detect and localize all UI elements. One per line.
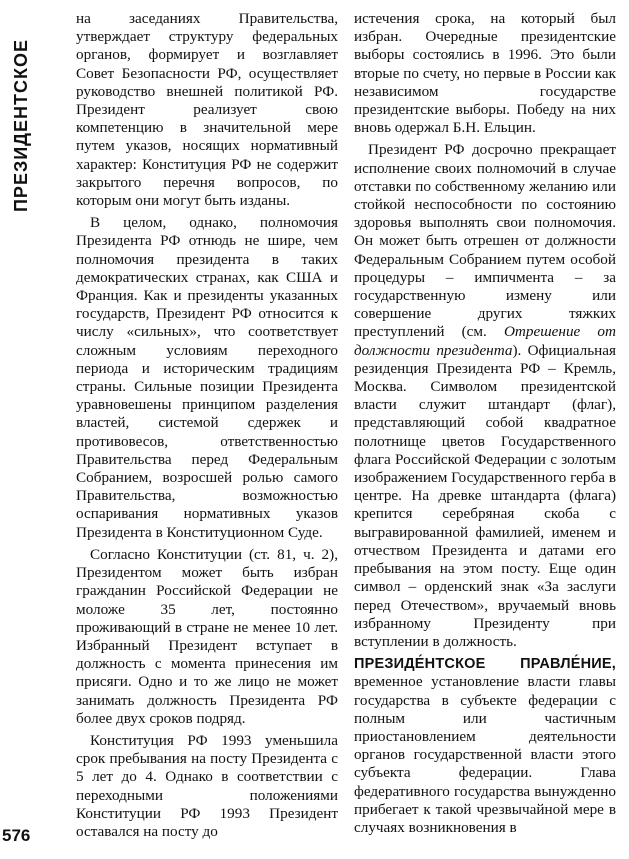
cross-reference: Отрешение от должности президента: [354, 323, 616, 359]
paragraph: [354, 141, 616, 651]
paragraph-text: ). Официальная резиденция Президента РФ – Кремль, Москва. Символом президентской власти служит штандарт (флаг), представляющий собой квадратное полотнище цветов Государственного флага Российской Федерации с золотым изображением Государственного герба в центре. На древке штандарта (флага) крепится серебряная скоба с выгравированной фамилией, именем и отчеством Президента и датами его пребывания на этом посту. Еще один символ – орденский знак «За заслуги перед Отечеством», вручаемый вновь избранному Президенту при вступлении в должность.: [354, 341, 616, 650]
right-column: [354, 10, 616, 837]
left-column: [76, 10, 338, 841]
paragraph: В целом, однако, полномочия Президента РФ отнюдь не шире, чем полномочия президента в таких демократических странах, как США и Франция. Как и президенты указанных государств, Президент РФ относится к числу «сильных», что соответствует сложным условиям переходного периода и историческим традициям страны. Сильные позиции Президента уравновешены принципом разделения властей, системой сдержек и противовесов, ответственностью Правительства перед Федеральным Собранием, возросшей ролью самого Правительства, возможностью оспаривания нормативных указов Президента в Конституционном Суде.: [76, 214, 338, 541]
entry-headword: ПРЕЗИДЕ́НТСКОЕ ПРАВЛЕ́НИЕ,: [354, 656, 616, 673]
paragraph: Согласно Конституции (ст. 81, ч. 2), Президентом может быть избран гражданин Российской Федерации не моложе 35 лет, постоянно проживающий в стране не менее 10 лет. Избранный Президент вступает в должность с момента принесения им присяги. Одно и то же лицо не может занимать должность Президента РФ более двух сроков подряд.: [76, 545, 338, 727]
paragraph-text: Президент РФ досрочно прекращает исполнение своих полномочий в случае отставки по собственному желанию или стойкой неспособности по состоянию здоровья выполнять свои полномочия. Он может быть отрешен от должности Федеральным Собранием путем особой процедуры – импичмента – за государственную измену или совершение других тяжких преступлений (см.: [354, 141, 616, 341]
dictionary-entry: [354, 655, 616, 837]
running-header: [10, 12, 32, 212]
page-number: 576: [2, 826, 31, 845]
paragraph: Конституция РФ 1993 уменьшила срок пребывания на посту Президента с 5 лет до 4. Однако в соответствии с переходными положениями Конституции РФ 1993 Президент оставался на посту до: [76, 731, 338, 840]
paragraph: истечения срока, на который был избран. Очередные президентские выборы состоялись в 1996. Это были вторые по счету, но первые в России как независимом государстве президентские выборы. Победу на них вновь одержал Б.Н. Ельцин.: [354, 10, 616, 137]
entry-definition: временное установление власти главы государства в субъекте федерации с полным или частичным приостановлением деятельности органов государственной власти этого субъекта федерации. Глава федеративного государства вынужденно прибегает к такой чрезвычайной мере в случаях возникновения в: [354, 673, 616, 836]
paragraph: на заседаниях Правительства, утверждает структуру федеральных органов, формирует и возглавляет Совет Безопасности РФ, осуществляет руководство внешней политикой РФ. Президент реализует свою компетенцию в значительной мере путем указов, носящих нормативный характер: Конституция РФ не содержит закрытого перечня вопросов, по которым они могут быть изданы.: [76, 10, 338, 210]
section-title: ПРЕЗИДЕНТСКОЕ: [11, 39, 31, 212]
